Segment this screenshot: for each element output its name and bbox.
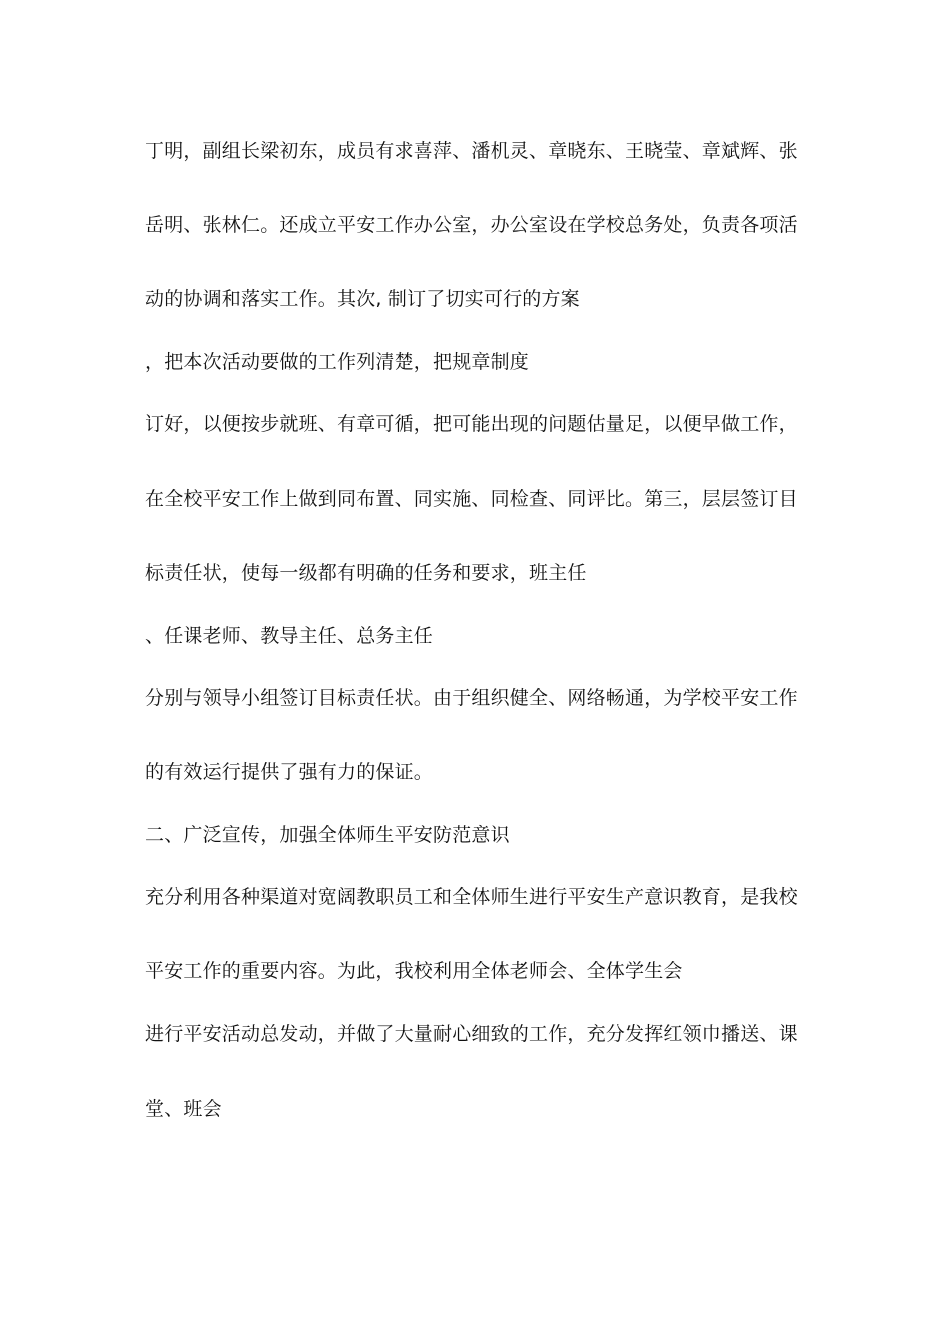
text-line: 的有效运行提供了强有力的保证。 bbox=[145, 761, 434, 783]
section-heading: 二、广泛宣传，加强全体师生平安防范意识 bbox=[145, 824, 510, 846]
text-line: 进行平安活动总发动，并做了大量耐心细致的工作，充分发挥红领巾播送、课 bbox=[145, 1023, 798, 1045]
text-line: 标责任状，使每一级都有明确的任务和要求，班主任 bbox=[145, 562, 587, 584]
text-line: 堂、班会 bbox=[145, 1098, 222, 1120]
text-line: 订好，以便按步就班、有章可循，把可能出现的问题估量足，以便早做工作， bbox=[145, 413, 798, 435]
text-line: 充分利用各种渠道对宽阔教职员工和全体师生进行平安生产意识教育，是我校 bbox=[145, 886, 798, 908]
text-line: ，把本次活动要做的工作列清楚，把规章制度 bbox=[145, 351, 530, 373]
text-line: 岳明、张林仁。还成立平安工作办公室，办公室设在学校总务处，负责各项活 bbox=[145, 214, 798, 236]
text-line: 动的协调和落实工作。其次, 制订了切实可行的方案 bbox=[145, 288, 580, 310]
text-line: 在全校平安工作上做到同布置、同实施、同检查、同评比。第三，层层签订目 bbox=[145, 488, 798, 510]
text-line: 丁明，副组长梁初东，成员有求喜萍、潘机灵、章晓东、王晓莹、章斌辉、张 bbox=[145, 140, 798, 162]
text-line: 、任课老师、教导主任、总务主任 bbox=[145, 625, 434, 647]
text-line: 平安工作的重要内容。为此，我校利用全体老师会、全体学生会 bbox=[145, 960, 683, 982]
text-line: 分别与领导小组签订目标责任状。由于组织健全、网络畅通，为学校平安工作 bbox=[145, 687, 798, 709]
